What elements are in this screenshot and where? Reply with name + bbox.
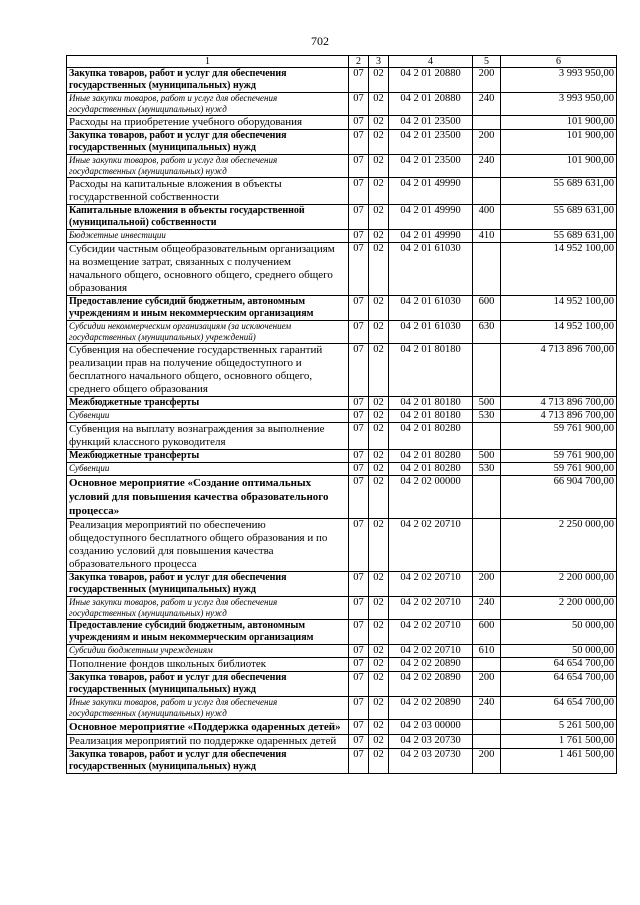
row-expense-type-cell: 200 <box>473 672 501 697</box>
table-row <box>67 645 617 658</box>
row-target-article-cell: 04 2 01 49990 <box>389 205 473 230</box>
row-name-cell: Расходы на капитальные вложения в объекты государственной собственности <box>67 178 349 205</box>
row-expense-type-cell: 500 <box>473 450 501 463</box>
row-target-article-cell: 04 2 03 20730 <box>389 749 473 774</box>
row-section-cell: 07 <box>349 658 369 672</box>
row-target-article-cell: 04 2 01 61030 <box>389 243 473 296</box>
row-subsection-cell: 02 <box>369 645 389 658</box>
table-row <box>67 697 617 720</box>
row-amount-cell: 50 000,00 <box>501 645 617 658</box>
row-amount-cell: 14 952 100,00 <box>501 296 617 321</box>
row-section-cell: 07 <box>349 410 369 423</box>
row-section-cell: 07 <box>349 397 369 410</box>
header-cell-4: 4 <box>389 56 473 68</box>
row-subsection-cell: 02 <box>369 519 389 572</box>
row-subsection-cell: 02 <box>369 243 389 296</box>
header-cell-5: 5 <box>473 56 501 68</box>
table-row <box>67 397 617 410</box>
row-subsection-cell: 02 <box>369 93 389 116</box>
table-row <box>67 476 617 519</box>
row-name-cell: Реализация мероприятий по обеспечению общедоступного бесплатного общего образования и по созданию условий для повышения качества образовательного процесса <box>67 519 349 572</box>
row-amount-cell: 14 952 100,00 <box>501 321 617 344</box>
row-expense-type-cell: 600 <box>473 620 501 645</box>
row-target-article-cell: 04 2 01 49990 <box>389 178 473 205</box>
table-row <box>67 243 617 296</box>
row-subsection-cell: 02 <box>369 423 389 450</box>
row-section-cell: 07 <box>349 697 369 720</box>
row-amount-cell: 14 952 100,00 <box>501 243 617 296</box>
table-row <box>67 230 617 243</box>
row-name-cell: Субсидии некоммерческим организациям (за исключением государственных (муниципальных) учреждений) <box>67 321 349 344</box>
row-target-article-cell: 04 2 02 20710 <box>389 597 473 620</box>
row-amount-cell: 59 761 900,00 <box>501 450 617 463</box>
row-subsection-cell: 02 <box>369 620 389 645</box>
row-expense-type-cell: 200 <box>473 130 501 155</box>
row-name-cell: Предоставление субсидий бюджетным, автономным учреждениям и иным некоммерческим организациям <box>67 296 349 321</box>
row-target-article-cell: 04 2 01 49990 <box>389 230 473 243</box>
row-expense-type-cell: 610 <box>473 645 501 658</box>
table-row <box>67 720 617 735</box>
row-target-article-cell: 04 2 02 20890 <box>389 672 473 697</box>
row-subsection-cell: 02 <box>369 735 389 749</box>
row-name-cell: Расходы на приобретение учебного оборудования <box>67 116 349 130</box>
row-section-cell: 07 <box>349 321 369 344</box>
row-name-cell: Основное мероприятие «Создание оптимальных условий для повышения качества образовательного процесса» <box>67 476 349 519</box>
row-expense-type-cell <box>473 519 501 572</box>
row-expense-type-cell <box>473 344 501 397</box>
row-name-cell: Межбюджетные трансферты <box>67 397 349 410</box>
row-amount-cell: 64 654 700,00 <box>501 658 617 672</box>
row-subsection-cell: 02 <box>369 697 389 720</box>
header-row <box>67 56 617 68</box>
row-subsection-cell: 02 <box>369 344 389 397</box>
row-section-cell: 07 <box>349 672 369 697</box>
row-name-cell: Субвенции <box>67 463 349 476</box>
row-section-cell: 07 <box>349 243 369 296</box>
row-name-cell: Иные закупки товаров, работ и услуг для обеспечения государственных (муниципальных) нужд <box>67 93 349 116</box>
row-subsection-cell: 02 <box>369 130 389 155</box>
row-amount-cell: 1 461 500,00 <box>501 749 617 774</box>
row-target-article-cell: 04 2 01 61030 <box>389 296 473 321</box>
row-amount-cell: 101 900,00 <box>501 155 617 178</box>
row-subsection-cell: 02 <box>369 205 389 230</box>
table-row <box>67 463 617 476</box>
row-section-cell: 07 <box>349 645 369 658</box>
table-row <box>67 116 617 130</box>
row-target-article-cell: 04 2 01 80180 <box>389 410 473 423</box>
table-row <box>67 344 617 397</box>
table-row <box>67 93 617 116</box>
table-row <box>67 178 617 205</box>
row-target-article-cell: 04 2 02 20890 <box>389 697 473 720</box>
row-expense-type-cell <box>473 116 501 130</box>
row-subsection-cell: 02 <box>369 410 389 423</box>
row-target-article-cell: 04 2 01 80280 <box>389 450 473 463</box>
row-target-article-cell: 04 2 03 00000 <box>389 720 473 735</box>
row-section-cell: 07 <box>349 749 369 774</box>
row-expense-type-cell <box>473 658 501 672</box>
row-amount-cell: 66 904 700,00 <box>501 476 617 519</box>
row-target-article-cell: 04 2 01 23500 <box>389 130 473 155</box>
row-expense-type-cell: 630 <box>473 321 501 344</box>
row-target-article-cell: 04 2 02 20710 <box>389 620 473 645</box>
row-section-cell: 07 <box>349 463 369 476</box>
table-row <box>67 205 617 230</box>
row-subsection-cell: 02 <box>369 321 389 344</box>
row-name-cell: Закупка товаров, работ и услуг для обеспечения государственных (муниципальных) нужд <box>67 572 349 597</box>
table-row <box>67 749 617 774</box>
table-row <box>67 410 617 423</box>
row-amount-cell: 64 654 700,00 <box>501 697 617 720</box>
row-expense-type-cell: 200 <box>473 68 501 93</box>
row-subsection-cell: 02 <box>369 116 389 130</box>
row-name-cell: Закупка товаров, работ и услуг для обеспечения государственных (муниципальных) нужд <box>67 749 349 774</box>
row-subsection-cell: 02 <box>369 720 389 735</box>
row-amount-cell: 4 713 896 700,00 <box>501 344 617 397</box>
row-amount-cell: 59 761 900,00 <box>501 463 617 476</box>
row-section-cell: 07 <box>349 450 369 463</box>
row-subsection-cell: 02 <box>369 296 389 321</box>
row-section-cell: 07 <box>349 597 369 620</box>
row-section-cell: 07 <box>349 230 369 243</box>
row-expense-type-cell: 500 <box>473 397 501 410</box>
table-row <box>67 572 617 597</box>
row-amount-cell: 5 261 500,00 <box>501 720 617 735</box>
row-amount-cell: 2 250 000,00 <box>501 519 617 572</box>
row-name-cell: Пополнение фондов школьных библиотек <box>67 658 349 672</box>
row-expense-type-cell: 240 <box>473 155 501 178</box>
row-target-article-cell: 04 2 02 20710 <box>389 572 473 597</box>
row-expense-type-cell: 410 <box>473 230 501 243</box>
row-subsection-cell: 02 <box>369 230 389 243</box>
row-expense-type-cell: 600 <box>473 296 501 321</box>
row-subsection-cell: 02 <box>369 672 389 697</box>
row-name-cell: Иные закупки товаров, работ и услуг для обеспечения государственных (муниципальных) нужд <box>67 597 349 620</box>
row-expense-type-cell <box>473 476 501 519</box>
row-name-cell: Субсидии бюджетным учреждениям <box>67 645 349 658</box>
row-subsection-cell: 02 <box>369 572 389 597</box>
row-amount-cell: 3 993 950,00 <box>501 68 617 93</box>
row-expense-type-cell: 200 <box>473 749 501 774</box>
row-subsection-cell: 02 <box>369 450 389 463</box>
table-row <box>67 672 617 697</box>
row-target-article-cell: 04 2 01 23500 <box>389 116 473 130</box>
row-subsection-cell: 02 <box>369 178 389 205</box>
row-section-cell: 07 <box>349 130 369 155</box>
row-name-cell: Иные закупки товаров, работ и услуг для обеспечения государственных (муниципальных) нужд <box>67 697 349 720</box>
row-name-cell: Субсидии частным общеобразовательным организациям на возмещение затрат, связанных с получением начального общего, основного общего, среднего общего образования <box>67 243 349 296</box>
row-amount-cell: 4 713 896 700,00 <box>501 410 617 423</box>
row-section-cell: 07 <box>349 68 369 93</box>
row-amount-cell: 2 200 000,00 <box>501 572 617 597</box>
row-target-article-cell: 04 2 01 23500 <box>389 155 473 178</box>
budget-table <box>66 55 617 774</box>
header-cell-6: 6 <box>501 56 617 68</box>
row-target-article-cell: 04 2 01 80180 <box>389 397 473 410</box>
row-name-cell: Капитальные вложения в объекты государственной (муниципальной) собственности <box>67 205 349 230</box>
row-section-cell: 07 <box>349 205 369 230</box>
row-section-cell: 07 <box>349 93 369 116</box>
row-section-cell: 07 <box>349 296 369 321</box>
row-amount-cell: 55 689 631,00 <box>501 178 617 205</box>
page-number: 702 <box>311 34 329 48</box>
row-subsection-cell: 02 <box>369 397 389 410</box>
row-amount-cell: 64 654 700,00 <box>501 672 617 697</box>
row-name-cell: Субвенции <box>67 410 349 423</box>
row-expense-type-cell: 530 <box>473 463 501 476</box>
row-amount-cell: 59 761 900,00 <box>501 423 617 450</box>
table-row <box>67 620 617 645</box>
row-target-article-cell: 04 2 02 20890 <box>389 658 473 672</box>
row-target-article-cell: 04 2 01 80280 <box>389 463 473 476</box>
row-name-cell: Субвенция на обеспечение государственных гарантий реализации прав на получение общедоступного и бесплатного начального общего, основного общего, среднего общего образования <box>67 344 349 397</box>
row-section-cell: 07 <box>349 519 369 572</box>
row-name-cell: Бюджетные инвестиции <box>67 230 349 243</box>
table-row <box>67 155 617 178</box>
row-section-cell: 07 <box>349 476 369 519</box>
row-subsection-cell: 02 <box>369 68 389 93</box>
table-row <box>67 130 617 155</box>
row-expense-type-cell <box>473 243 501 296</box>
row-amount-cell: 101 900,00 <box>501 116 617 130</box>
row-section-cell: 07 <box>349 735 369 749</box>
table-row <box>67 519 617 572</box>
header-cell-2: 2 <box>349 56 369 68</box>
row-amount-cell: 1 761 500,00 <box>501 735 617 749</box>
row-section-cell: 07 <box>349 155 369 178</box>
row-name-cell: Закупка товаров, работ и услуг для обеспечения государственных (муниципальных) нужд <box>67 672 349 697</box>
row-section-cell: 07 <box>349 344 369 397</box>
table-row <box>67 423 617 450</box>
row-expense-type-cell: 200 <box>473 572 501 597</box>
row-name-cell: Субвенция на выплату вознаграждения за выполнение функций классного руководителя <box>67 423 349 450</box>
row-name-cell: Закупка товаров, работ и услуг для обеспечения государственных (муниципальных) нужд <box>67 68 349 93</box>
row-section-cell: 07 <box>349 720 369 735</box>
row-expense-type-cell <box>473 735 501 749</box>
row-name-cell: Основное мероприятие «Поддержка одаренных детей» <box>67 720 349 735</box>
row-subsection-cell: 02 <box>369 463 389 476</box>
row-name-cell: Реализация мероприятий по поддержке одаренных детей <box>67 735 349 749</box>
table-body <box>67 56 617 774</box>
row-amount-cell: 4 713 896 700,00 <box>501 397 617 410</box>
row-target-article-cell: 04 2 02 00000 <box>389 476 473 519</box>
row-subsection-cell: 02 <box>369 658 389 672</box>
row-name-cell: Предоставление субсидий бюджетным, автономным учреждениям и иным некоммерческим организациям <box>67 620 349 645</box>
table-row <box>67 321 617 344</box>
row-subsection-cell: 02 <box>369 476 389 519</box>
row-section-cell: 07 <box>349 620 369 645</box>
row-name-cell: Иные закупки товаров, работ и услуг для обеспечения государственных (муниципальных) нужд <box>67 155 349 178</box>
row-amount-cell: 3 993 950,00 <box>501 93 617 116</box>
row-target-article-cell: 04 2 01 80180 <box>389 344 473 397</box>
row-target-article-cell: 04 2 01 20880 <box>389 93 473 116</box>
table-row <box>67 658 617 672</box>
row-subsection-cell: 02 <box>369 597 389 620</box>
row-expense-type-cell: 530 <box>473 410 501 423</box>
row-target-article-cell: 04 2 02 20710 <box>389 519 473 572</box>
row-section-cell: 07 <box>349 423 369 450</box>
table-row <box>67 68 617 93</box>
row-target-article-cell: 04 2 01 80280 <box>389 423 473 450</box>
row-amount-cell: 55 689 631,00 <box>501 230 617 243</box>
header-cell-3: 3 <box>369 56 389 68</box>
row-expense-type-cell <box>473 178 501 205</box>
row-name-cell: Межбюджетные трансферты <box>67 450 349 463</box>
row-expense-type-cell <box>473 720 501 735</box>
row-section-cell: 07 <box>349 178 369 205</box>
row-expense-type-cell: 240 <box>473 697 501 720</box>
table-row <box>67 597 617 620</box>
row-expense-type-cell: 240 <box>473 597 501 620</box>
row-target-article-cell: 04 2 02 20710 <box>389 645 473 658</box>
table-row <box>67 450 617 463</box>
row-section-cell: 07 <box>349 116 369 130</box>
row-name-cell: Закупка товаров, работ и услуг для обеспечения государственных (муниципальных) нужд <box>67 130 349 155</box>
row-expense-type-cell <box>473 423 501 450</box>
row-amount-cell: 55 689 631,00 <box>501 205 617 230</box>
row-amount-cell: 2 200 000,00 <box>501 597 617 620</box>
row-amount-cell: 101 900,00 <box>501 130 617 155</box>
row-amount-cell: 50 000,00 <box>501 620 617 645</box>
row-target-article-cell: 04 2 01 20880 <box>389 68 473 93</box>
row-expense-type-cell: 400 <box>473 205 501 230</box>
table-row <box>67 735 617 749</box>
row-section-cell: 07 <box>349 572 369 597</box>
row-expense-type-cell: 240 <box>473 93 501 116</box>
row-subsection-cell: 02 <box>369 155 389 178</box>
row-target-article-cell: 04 2 03 20730 <box>389 735 473 749</box>
header-cell-1: 1 <box>67 56 349 68</box>
row-target-article-cell: 04 2 01 61030 <box>389 321 473 344</box>
table-row <box>67 296 617 321</box>
row-subsection-cell: 02 <box>369 749 389 774</box>
